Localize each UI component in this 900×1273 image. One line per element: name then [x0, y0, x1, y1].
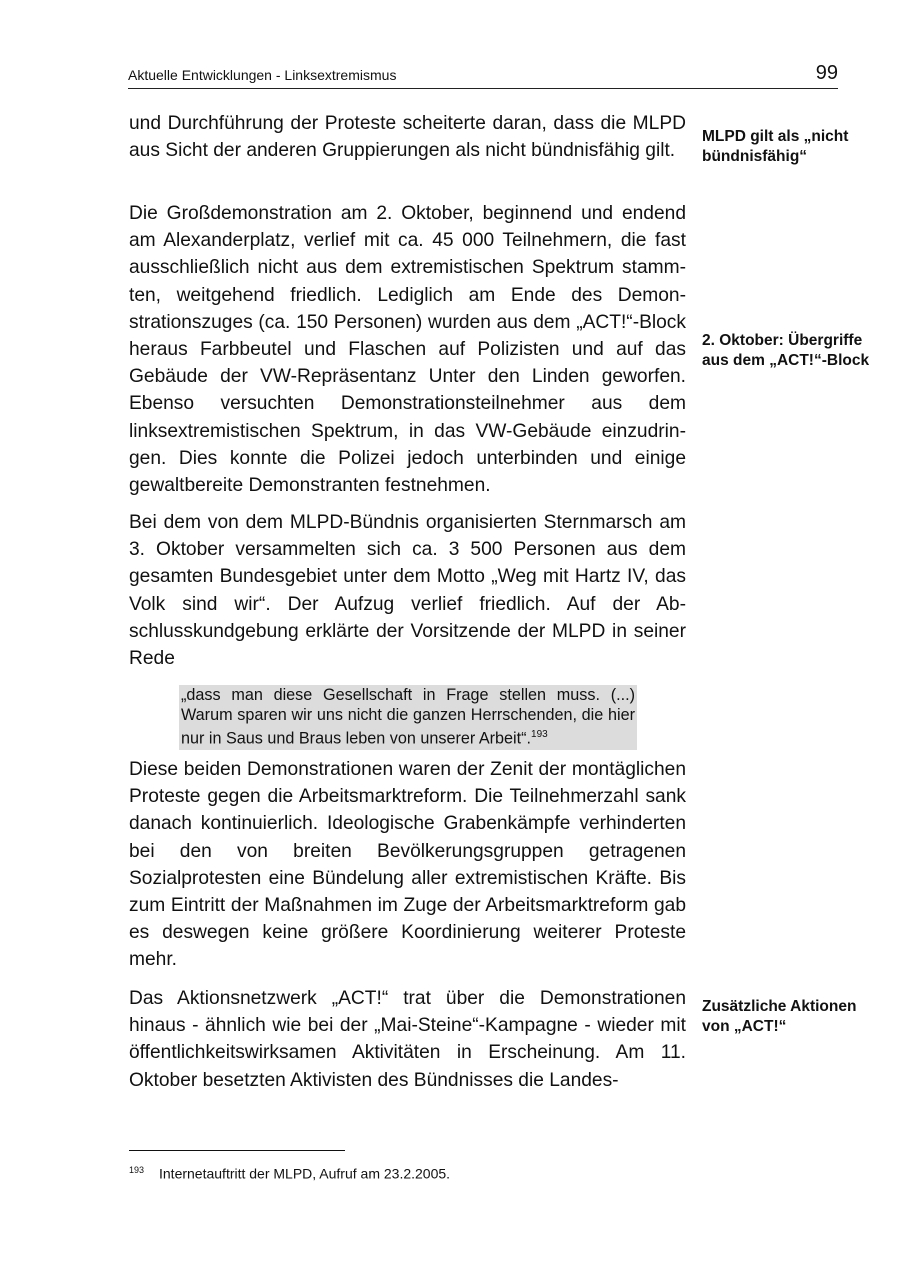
header-title: Aktuelle Entwicklungen - Linksextremismus	[128, 67, 397, 83]
margin-note-act-actions: Zusätzliche Aktionen von „ACT!“	[702, 998, 857, 1035]
quote-footnote-ref: 193	[531, 729, 548, 740]
body-paragraph-4: Diese beiden Demonstrationen waren der Zenit der montäglichen Proteste gegen die Arbeitsmarktreform. Die Teilnehmerzahl sank danach kontinuierlich. Ideologische Grabenkämpfe verhinderten bei den von breiten Bevölkerungsgruppen getragenen Sozialprotesten eine Bündelung aller extremistischen Kräfte. Bis zum Eintritt der Maßnahmen im Zuge der Arbeitsmarktreform gab es deswegen keine größere Koordinierung weiterer Proteste mehr.	[129, 759, 686, 971]
body-paragraph-3: Bei dem von dem MLPD-Bündnis organisierten Sternmarsch am 3. Oktober versammelten sich ca. 3 500 Personen aus dem gesamten Bundesgebiet unter dem Motto „Weg mit Hartz IV, das Volk sind wir“. Der Aufzug verlief friedlich. Auf der Abschlusskundgebung erklärte der Vorsitzende der MLPD in seiner Rede	[129, 512, 686, 670]
page-number: 99	[815, 62, 838, 84]
footnote	[129, 1165, 450, 1182]
body-paragraph-1: und Durchführung der Proteste scheiterte daran, dass die MLPD aus Sicht der anderen Gruppierungen als nicht bündnisfähig gilt.	[129, 113, 686, 162]
margin-note-mlpd: MLPD gilt als „nicht bündnisfähig“	[702, 128, 849, 165]
block-quote	[179, 685, 637, 750]
margin-note-october: 2. Oktober: Übergriffe aus dem „ACT!“-Block	[702, 332, 870, 369]
body-paragraph-2: Die Großdemonstration am 2. Oktober, beginnend und endend am Alexanderplatz, verlief mit ca. 45 000 Teilnehmern, die fast ausschließlich nicht aus dem extremistischen Spektrum stammten, weitgehend friedlich. Lediglich am Ende des Demonstrationszuges (ca. 150 Personen) wurden aus dem „ACT!“-Block heraus Farbbeutel und Flaschen auf Polizisten und auf das Gebäude der VW-Repräsentanz Unter den Linden geworfen. Ebenso versuchten Demonstrationsteilnehmer aus dem linksextremistischen Spektrum, in das VW-Gebäude einzudringen. Dies konnte die Polizei jedoch unterbinden und einige gewaltbereite Demonstranten festnehmen.	[129, 203, 686, 497]
footnote-divider	[129, 1150, 345, 1151]
quote-text: „dass man diese Gesellschaft in Frage stellen muss. (...) Warum sparen wir uns nicht die ganzen Herrschenden, die hier nur in Saus und Braus leben von unserer Arbeit“.	[181, 686, 635, 748]
footnote-text: Internetauftritt der MLPD, Aufruf am 23.2.2005.	[159, 1165, 451, 1182]
running-header	[128, 60, 838, 89]
body-paragraph-5: Das Aktionsnetzwerk „ACT!“ trat über die Demonstrationen hinaus - ähnlich wie bei der „Mai-Steine“-Kampagne - wieder mit öffentlichkeitswirksamen Aktivitäten in Erscheinung. Am 11. Oktober besetzten Aktivisten des Bündnisses die Landes-	[129, 988, 686, 1091]
footnote-number: 193	[129, 1165, 145, 1175]
